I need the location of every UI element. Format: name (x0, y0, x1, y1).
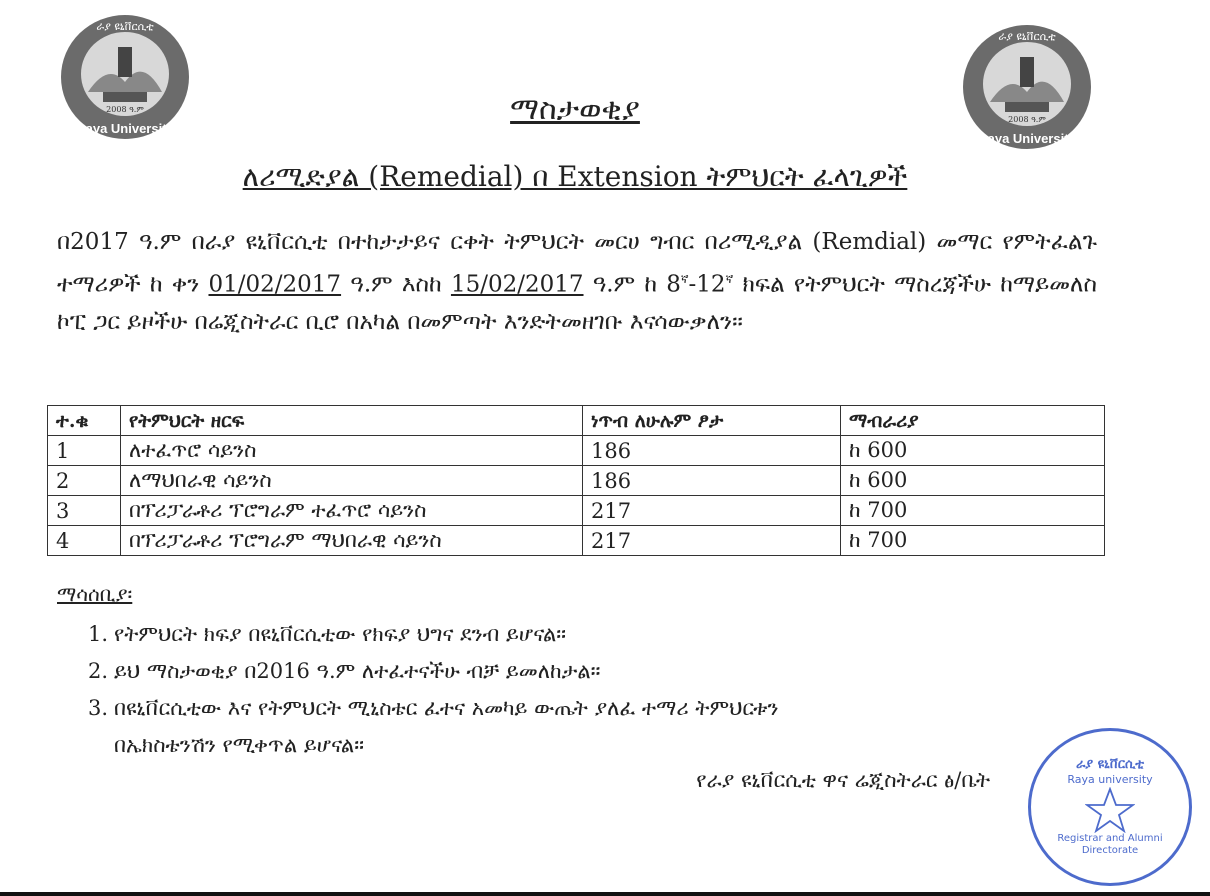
subtitle-text: ለሪሚድያል (Remedial) በ Extension ትምህርት ፈላጊዎች (242, 160, 908, 193)
table-row (48, 466, 1105, 496)
cell-field: በፕሪፓራቶሪ ፕሮግራም ማህበራዊ ሳይንስ (121, 526, 583, 556)
cell-remark: ከ 700 (841, 526, 1105, 556)
notes-list (88, 616, 1008, 764)
signature-office: የራያ ዩኒቨርሲቲ ዋና ሬጂስትራር ፅ/ቤት (696, 768, 990, 792)
note-item (88, 653, 1008, 690)
cell-remark: ከ 600 (841, 466, 1105, 496)
logo-amharic-text: ራያ ዩኒቨርሲቲ (998, 30, 1056, 43)
official-stamp (1028, 728, 1192, 886)
paragraph-text: ክፍል የትምህርት ማስረጃችሁ ከማይመለስ ኮፒ ጋር ይዞችሁ በሬጂስትራር ቢሮ በአካል በመምጣት እንድትመዘገቡ እናሳውቃለን። (57, 271, 1097, 335)
paragraph-text: ዓ.ም እስከ (341, 271, 451, 298)
cell-remark: ከ 600 (841, 436, 1105, 466)
cell-number: 3 (48, 496, 121, 526)
cell-score: 186 (583, 466, 841, 496)
cell-number: 4 (48, 526, 121, 556)
note-text-continued: በኤክስቴንሽን የሚቀጥል ይሆናል። (114, 733, 364, 757)
notes-heading: ማሳሰቢያ፡ (57, 582, 133, 606)
star-icon (1085, 787, 1135, 833)
header-remark: ማብራሪያ (841, 406, 1105, 436)
header-field: የትምህርት ዘርፍ (121, 406, 583, 436)
cell-number: 1 (48, 436, 121, 466)
note-text: በዩኒቨርሲቲው እና የትምህርት ሚኒስቴር ፈተና አመካይ ውጤት ያለፈ ተማሪ ትምህርቱን (114, 696, 779, 720)
date-to: 15/02/2017 (450, 271, 584, 298)
logo-name: Raya University (978, 131, 1076, 146)
superscript: ኛ (680, 272, 689, 286)
note-item (88, 690, 1008, 764)
stamp-middle-text: Raya university (1067, 773, 1153, 786)
note-number: 3. (88, 696, 109, 720)
scan-edge-line (0, 892, 1210, 896)
cell-remark: ከ 700 (841, 496, 1105, 526)
paragraph-text: በ2017 ዓ.ም በራያ ዩኒቨርሲቲ በተከታታይና ርቀት ትምህርት መርሀ ግብር በሪሚዲያል (Remdial) መማር የምትፈልጉ ተማሪዎች ከ ቀን (57, 229, 1097, 298)
page-subtitle (150, 160, 1000, 194)
logo-name: Raya University (76, 121, 174, 136)
table-row (48, 496, 1105, 526)
paragraph-text: ዓ.ም ከ 8 (583, 271, 681, 298)
note-number: 1. (88, 622, 109, 646)
note-text: ይህ ማስታወቂያ በ2016 ዓ.ም ለተፈተናችሁ ብቻ ይመለከታል። (114, 659, 601, 683)
stamp-bottom-text: Registrar and Alumni Directorate (1057, 833, 1163, 856)
header-score: ነጥብ ለሁሉም ፆታ (583, 406, 841, 436)
cell-field: ለማህበራዊ ሳይንስ (121, 466, 583, 496)
page-title (250, 92, 900, 127)
note-number: 2. (88, 659, 109, 683)
announcement-paragraph (57, 224, 1097, 341)
cell-score: 217 (583, 526, 841, 556)
date-from: 01/02/2017 (208, 271, 342, 298)
paragraph-text: -12 (688, 271, 726, 298)
university-logo-left (58, 12, 193, 142)
cell-field: በፕሪፓራቶሪ ፕሮግራም ተፈጥሮ ሳይንስ (121, 496, 583, 526)
note-item (88, 616, 1008, 653)
table-row (48, 436, 1105, 466)
cell-score: 217 (583, 496, 841, 526)
table-row (48, 526, 1105, 556)
university-logo-right (960, 22, 1095, 152)
logo-year: 2008 ዓ.ም (1008, 115, 1046, 124)
header-number: ተ.ቁ (48, 406, 121, 436)
cell-field: ለተፈጥሮ ሳይንስ (121, 436, 583, 466)
table-header-row (48, 406, 1105, 436)
logo-amharic-text: ራያ ዩኒቨርሲቲ (96, 20, 154, 33)
title-text: ማስታወቂያ (510, 92, 640, 127)
cell-score: 186 (583, 436, 841, 466)
stamp-top-text: ራያ ዩኒቨርሲቲ (1075, 757, 1145, 772)
logo-year: 2008 ዓ.ም (106, 105, 144, 114)
score-table (47, 405, 1105, 556)
superscript: ኛ (725, 272, 734, 286)
note-text: የትምህርት ክፍያ በዩኒቨርሲቲው የክፍያ ህግና ደንብ ይሆናል። (114, 622, 567, 646)
cell-number: 2 (48, 466, 121, 496)
